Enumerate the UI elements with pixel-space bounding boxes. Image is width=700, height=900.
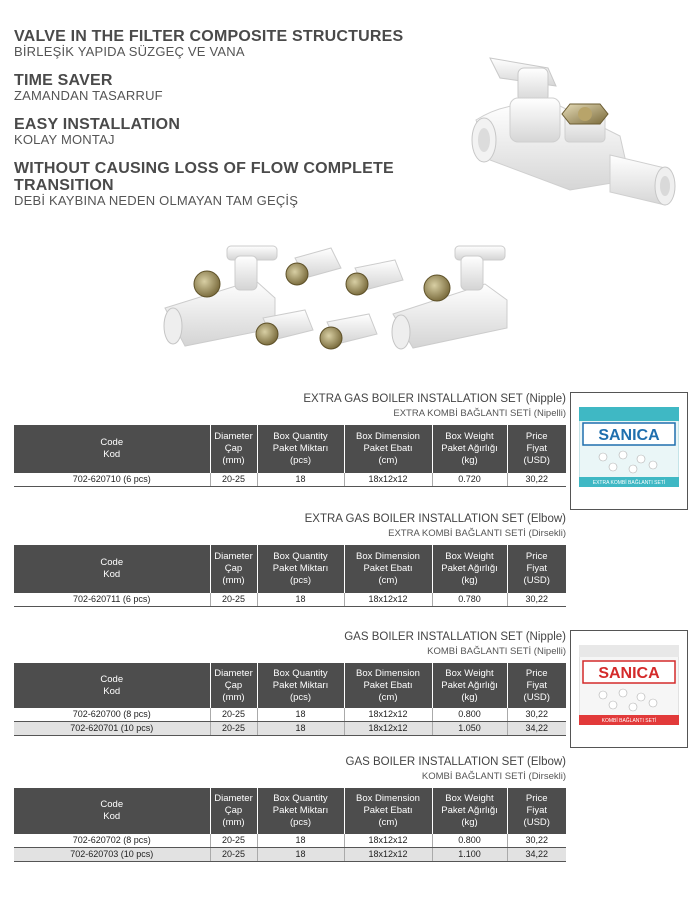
section-title: EXTRA GAS BOILER INSTALLATION SET (Elbow) <box>304 513 566 525</box>
table-header-row <box>14 788 566 834</box>
cell-price: 30,22 <box>507 708 566 722</box>
feature-item <box>14 28 494 59</box>
table-row <box>14 834 566 848</box>
cell-price: 30,22 <box>507 593 566 607</box>
section-subtitle: KOMBİ BAĞLANTI SETİ (Dirsekli) <box>421 771 566 782</box>
table-row <box>14 848 566 862</box>
cell-price: 30,22 <box>507 834 566 848</box>
section-title: EXTRA GAS BOILER INSTALLATION SET (Nipple) <box>303 393 566 405</box>
table-header-row <box>14 545 566 593</box>
spec-table <box>14 425 566 487</box>
cell-weight: 0.800 <box>432 708 507 722</box>
col-code: Code Kod <box>14 788 210 834</box>
product-section <box>14 510 566 610</box>
cell-qty: 18 <box>257 593 344 607</box>
cell-weight: 0.720 <box>432 473 507 487</box>
feature-subtitle: DEBİ KAYBINA NEDEN OLMAYAN TAM GEÇİŞ <box>14 193 299 208</box>
section-subtitle: KOMBİ BAĞLANTI SETİ (Nipelli) <box>427 646 566 657</box>
feature-item <box>14 116 494 147</box>
cell-dimension: 18x12x12 <box>344 593 432 607</box>
cell-dimension: 18x12x12 <box>344 473 432 487</box>
table-row <box>14 593 566 607</box>
table-header-row <box>14 425 566 473</box>
cell-diameter: 20-25 <box>210 473 257 487</box>
cell-weight: 0.800 <box>432 834 507 848</box>
table-row <box>14 708 566 722</box>
col-box-weight: Box Weight Paket Ağırlığı (kg) <box>432 545 507 593</box>
col-box-quantity: Box Quantity Paket Miktarı (pcs) <box>257 663 344 708</box>
box-caption: EXTRA KOMBİ BAĞLANTI SETİ <box>592 480 666 486</box>
cell-dimension: 18x12x12 <box>344 848 432 862</box>
col-price: Price Fiyat (USD) <box>507 788 566 834</box>
feature-subtitle: ZAMANDAN TASARRUF <box>14 88 163 103</box>
col-box-dimension: Box Dimension Paket Ebatı (cm) <box>344 545 432 593</box>
cell-code: 702-620703 (10 pcs) <box>14 848 210 862</box>
section-title: GAS BOILER INSTALLATION SET (Elbow) <box>345 756 566 768</box>
feature-item <box>14 72 494 103</box>
spec-table <box>14 788 566 862</box>
fittings-set-image <box>155 228 515 366</box>
table-row <box>14 473 566 487</box>
col-code: Code Kod <box>14 425 210 473</box>
cell-code: 702-620702 (8 pcs) <box>14 834 210 848</box>
cell-code: 702-620710 (6 pcs) <box>14 473 210 487</box>
spec-table <box>14 545 566 607</box>
feature-subtitle: BİRLEŞİK YAPIDA SÜZGEÇ VE VANA <box>14 44 245 59</box>
cell-dimension: 18x12x12 <box>344 722 432 736</box>
cell-weight: 1.050 <box>432 722 507 736</box>
cell-dimension: 18x12x12 <box>344 708 432 722</box>
valve-product-image <box>470 40 690 215</box>
col-box-quantity: Box Quantity Paket Miktarı (pcs) <box>257 545 344 593</box>
col-price: Price Fiyat (USD) <box>507 545 566 593</box>
cell-qty: 18 <box>257 722 344 736</box>
cell-dimension: 18x12x12 <box>344 834 432 848</box>
product-box-image <box>570 392 688 510</box>
col-box-weight: Box Weight Paket Ağırlığı (kg) <box>432 663 507 708</box>
cell-qty: 18 <box>257 473 344 487</box>
feature-item <box>14 160 494 208</box>
cell-diameter: 20-25 <box>210 722 257 736</box>
col-diameter: Diameter Çap (mm) <box>210 545 257 593</box>
col-diameter: Diameter Çap (mm) <box>210 788 257 834</box>
cell-weight: 1.100 <box>432 848 507 862</box>
product-section <box>14 628 566 748</box>
section-subtitle: EXTRA KOMBİ BAĞLANTI SETİ (Nipelli) <box>393 408 566 419</box>
col-box-dimension: Box Dimension Paket Ebatı (cm) <box>344 788 432 834</box>
cell-diameter: 20-25 <box>210 834 257 848</box>
cell-price: 30,22 <box>507 473 566 487</box>
col-code: Code Kod <box>14 663 210 708</box>
feature-title: WITHOUT CAUSING LOSS OF FLOW COMPLETE TRANSITION <box>14 160 394 194</box>
feature-title: VALVE IN THE FILTER COMPOSITE STRUCTURES <box>14 28 404 45</box>
cell-code: 702-620701 (10 pcs) <box>14 722 210 736</box>
cell-weight: 0.780 <box>432 593 507 607</box>
col-box-quantity: Box Quantity Paket Miktarı (pcs) <box>257 425 344 473</box>
brand-logo-text: SANICA <box>598 427 660 444</box>
feature-title: EASY INSTALLATION <box>14 116 181 133</box>
feature-list <box>14 28 494 221</box>
col-box-weight: Box Weight Paket Ağırlığı (kg) <box>432 425 507 473</box>
feature-subtitle: KOLAY MONTAJ <box>14 132 115 147</box>
product-section <box>14 753 566 873</box>
cell-code: 702-620700 (8 pcs) <box>14 708 210 722</box>
cell-qty: 18 <box>257 848 344 862</box>
table-row <box>14 722 566 736</box>
cell-code: 702-620711 (6 pcs) <box>14 593 210 607</box>
table-header-row <box>14 663 566 708</box>
cell-diameter: 20-25 <box>210 848 257 862</box>
col-box-dimension: Box Dimension Paket Ebatı (cm) <box>344 663 432 708</box>
cell-diameter: 20-25 <box>210 708 257 722</box>
product-section <box>14 390 566 490</box>
box-artwork <box>579 407 679 487</box>
col-diameter: Diameter Çap (mm) <box>210 425 257 473</box>
col-code: Code Kod <box>14 545 210 593</box>
col-box-quantity: Box Quantity Paket Miktarı (pcs) <box>257 788 344 834</box>
section-title: GAS BOILER INSTALLATION SET (Nipple) <box>344 631 566 643</box>
spec-table <box>14 663 566 736</box>
cell-qty: 18 <box>257 708 344 722</box>
box-caption: KOMBİ BAĞLANTI SETİ <box>601 718 657 724</box>
col-diameter: Diameter Çap (mm) <box>210 663 257 708</box>
cell-price: 34,22 <box>507 722 566 736</box>
col-box-dimension: Box Dimension Paket Ebatı (cm) <box>344 425 432 473</box>
box-artwork <box>579 645 679 725</box>
section-subtitle: EXTRA KOMBİ BAĞLANTI SETİ (Dirsekli) <box>388 528 566 539</box>
cell-qty: 18 <box>257 834 344 848</box>
feature-title: TIME SAVER <box>14 72 113 89</box>
col-price: Price Fiyat (USD) <box>507 663 566 708</box>
brand-logo-text: SANICA <box>598 665 660 682</box>
col-box-weight: Box Weight Paket Ağırlığı (kg) <box>432 788 507 834</box>
cell-price: 34,22 <box>507 848 566 862</box>
product-box-image <box>570 630 688 748</box>
col-price: Price Fiyat (USD) <box>507 425 566 473</box>
cell-diameter: 20-25 <box>210 593 257 607</box>
